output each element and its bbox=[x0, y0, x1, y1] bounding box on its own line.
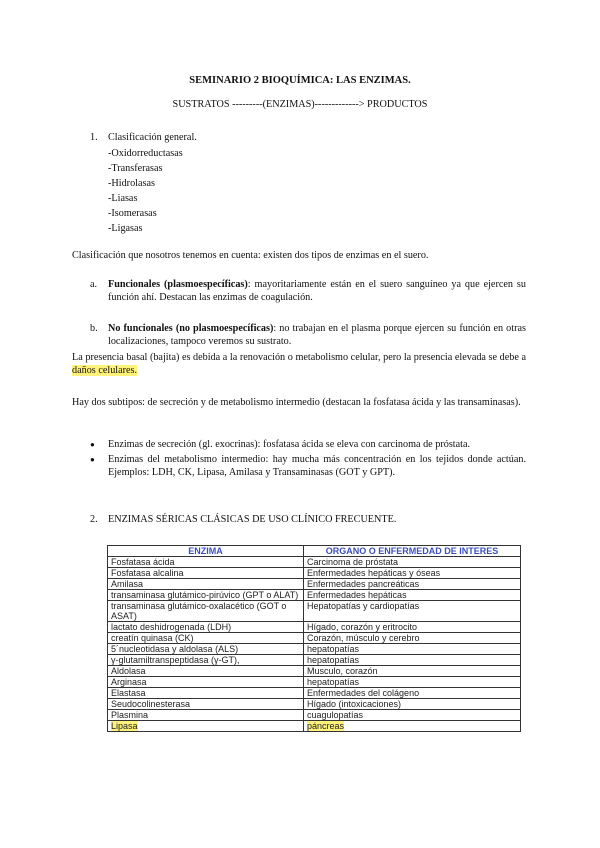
section2-heading: ENZIMAS SÉRICAS CLÁSICAS DE USO CLÍNICO FRECUENTE. bbox=[108, 514, 397, 525]
section2-number: 2. bbox=[90, 514, 98, 525]
table-cell-organo: Enfermedades pancreáticas bbox=[304, 579, 521, 590]
item-a-bold: Funcionales (plasmoespecíficas) bbox=[108, 279, 248, 290]
presence-text: La presencia basal (bajita) es debida a la renovación o metabolismo celular, pero la presencia elevada se debe a bbox=[72, 352, 526, 363]
item-b-bold: No funcionales (no plasmoespecíficas) bbox=[108, 323, 274, 334]
table-cell-enzima: lactato deshidrogenada (LDH) bbox=[108, 622, 304, 633]
table-cell-enzima: Arginasa bbox=[108, 677, 304, 688]
table-cell-organo: Musculo, corazón bbox=[304, 666, 521, 677]
table-cell-enzima: Seudocolinesterasa bbox=[108, 699, 304, 710]
bullet-icon: ● bbox=[90, 440, 95, 449]
table-cell-organo: Enfermedades hepáticas y óseas bbox=[304, 568, 521, 579]
table-cell-enzima: creatín quinasa (CK) bbox=[108, 633, 304, 644]
presence-highlight: daños celulares. bbox=[72, 365, 138, 376]
table-cell-enzima: Plasmina bbox=[108, 710, 304, 721]
table-header-row bbox=[108, 546, 521, 557]
table-cell-organo: cuagulopatías bbox=[304, 710, 521, 721]
table-cell-organo: Hepatopatías y cardiopatías bbox=[304, 601, 521, 622]
class-item-oxidorreductasas: -Oxidorreductasas bbox=[108, 148, 183, 159]
table-row bbox=[108, 677, 521, 688]
table-header-enzima: ENZIMA bbox=[108, 546, 304, 557]
subtypes-paragraph: Hay dos subtipos: de secreción y de metabolismo intermedio (destacan la fosfatasa ácida y las transaminasas). bbox=[72, 397, 521, 408]
table-row bbox=[108, 699, 521, 710]
table-cell-organo: Enfermedades hepáticas bbox=[304, 590, 521, 601]
item-b-letter: b. bbox=[90, 323, 98, 334]
table-row bbox=[108, 633, 521, 644]
table-cell-organo: hepatopatías bbox=[304, 655, 521, 666]
item-b-text: : no trabajan en el plasma porque ejercen su función en otras localizaciones, tampoco veremos su sustrato. bbox=[108, 323, 526, 347]
table-row bbox=[108, 666, 521, 677]
table-cell-enzima: 5´nucleotidasa y aldolasa (ALS) bbox=[108, 644, 304, 655]
table-cell-enzima: Fosfatasa ácida bbox=[108, 557, 304, 568]
table-row bbox=[108, 557, 521, 568]
table-row bbox=[108, 644, 521, 655]
table-row bbox=[108, 655, 521, 666]
presence-paragraph bbox=[72, 351, 526, 377]
table-cell-enzima: transaminasa glutámico-oxalacético (GOT o ASAT) bbox=[108, 601, 304, 622]
table-row bbox=[108, 568, 521, 579]
table-row bbox=[108, 622, 521, 633]
table-row bbox=[108, 601, 521, 622]
table-header-organo: ORGANO O ENFERMEDAD DE INTERES bbox=[304, 546, 521, 557]
item-a-paragraph bbox=[108, 278, 526, 304]
bullet-metabolismo: Enzimas del metabolismo intermedio: hay mucha más concentración en los tejidos donde actúan. Ejemplos: LDH, CK, Lipasa, Amilasa y Transaminasas (GOT y GPT). bbox=[108, 454, 526, 478]
class-item-isomerasas: -Isomerasas bbox=[108, 208, 157, 219]
table-cell-enzima bbox=[108, 721, 304, 732]
table-cell-organo: hepatopatías bbox=[304, 677, 521, 688]
table-cell-enzima: Amilasa bbox=[108, 579, 304, 590]
intro-text: Clasificación que nosotros tenemos en cuenta: existen dos tipos de enzimas en el suero. bbox=[72, 250, 429, 261]
table-cell-organo: Hígado, corazón y eritrocito bbox=[304, 622, 521, 633]
table-cell-enzima: Elastasa bbox=[108, 688, 304, 699]
section1-heading: Clasificación general. bbox=[108, 132, 197, 143]
table-body bbox=[108, 557, 521, 732]
highlighted-cell-text: Lipasa bbox=[111, 721, 138, 731]
class-item-liasas: -Liasas bbox=[108, 193, 138, 204]
table-cell-enzima: γ-glutamiltranspeptidasa (γ-GT), bbox=[108, 655, 304, 666]
class-item-hidrolasas: -Hidrolasas bbox=[108, 178, 155, 189]
table-cell-enzima: transaminasa glutámico-pirúvico (GPT o ALAT) bbox=[108, 590, 304, 601]
item-b-paragraph bbox=[108, 322, 526, 348]
item-a-text: : mayoritariamente están en el suero sanguíneo ya que ejercen su función ahí. Destacan las enzimas de coagulación. bbox=[108, 279, 526, 303]
class-item-ligasas: -Ligasas bbox=[108, 223, 143, 234]
enzymes-table bbox=[107, 545, 521, 732]
table-cell-organo: Corazón, músculo y cerebro bbox=[304, 633, 521, 644]
highlighted-cell-text: páncreas bbox=[307, 721, 345, 731]
table-cell-organo bbox=[304, 721, 521, 732]
page-subtitle: SUSTRATOS ---------(ENZIMAS)-------------> PRODUCTOS bbox=[172, 99, 428, 110]
table-row bbox=[108, 710, 521, 721]
table-row bbox=[108, 579, 521, 590]
section1-number: 1. bbox=[90, 132, 98, 143]
table-row bbox=[108, 721, 521, 732]
table-cell-organo: Carcinoma de próstata bbox=[304, 557, 521, 568]
table-row bbox=[108, 688, 521, 699]
class-item-transferasas: -Transferasas bbox=[108, 163, 163, 174]
table-row bbox=[108, 590, 521, 601]
table-cell-enzima: Fosfatasa alcalina bbox=[108, 568, 304, 579]
bullet-icon: ● bbox=[90, 455, 95, 464]
table-cell-enzima: Aldolasa bbox=[108, 666, 304, 677]
bullet-secrecion: Enzimas de secreción (gl. exocrinas): fosfatasa ácida se eleva con carcinoma de próstata. bbox=[108, 439, 471, 450]
page-title: SEMINARIO 2 BIOQUÍMICA: LAS ENZIMAS. bbox=[189, 75, 411, 86]
table-cell-organo: hepatopatías bbox=[304, 644, 521, 655]
table-cell-organo: Hígado (intoxicaciones) bbox=[304, 699, 521, 710]
item-a-letter: a. bbox=[90, 279, 98, 290]
table-cell-organo: Enfermedades del colágeno bbox=[304, 688, 521, 699]
